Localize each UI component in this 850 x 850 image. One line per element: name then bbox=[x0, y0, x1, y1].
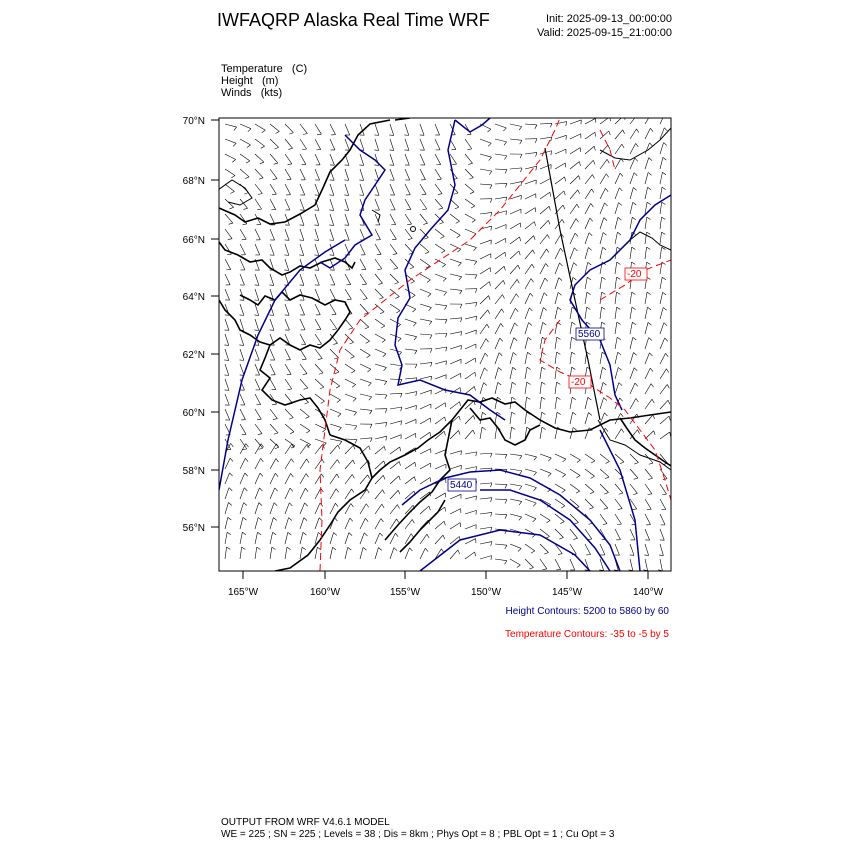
lat-label: 70°N bbox=[182, 116, 205, 127]
lat-axis bbox=[183, 116, 205, 534]
lat-label: 68°N bbox=[182, 176, 205, 187]
lon-label: 145°W bbox=[551, 587, 583, 598]
legend-height: Height (m) bbox=[221, 75, 279, 87]
lat-label: 66°N bbox=[182, 235, 205, 246]
height-contour-info: Height Contours: 5200 to 5860 by 60 bbox=[505, 606, 669, 617]
init-time: Init: 2025-09-13_00:00:00 bbox=[546, 13, 672, 25]
lon-label: 165°W bbox=[227, 587, 259, 598]
contour-labels bbox=[448, 268, 647, 491]
valid-time: Valid: 2025-09-15_21:00:00 bbox=[537, 27, 672, 39]
height-label: 5440 bbox=[450, 480, 473, 491]
model-config: WE = 225 ; SN = 225 ; Levels = 38 ; Dis = 8km ; Phys Opt = 8 ; PBL Opt = 1 ; Cu Opt = 3 bbox=[221, 829, 615, 840]
lat-label: 58°N bbox=[182, 466, 205, 477]
legend-temperature: Temperature (C) bbox=[221, 63, 308, 75]
legend-winds: Winds (kts) bbox=[221, 87, 283, 99]
wind-barbs bbox=[224, 113, 670, 571]
height-label: 5560 bbox=[578, 329, 601, 340]
model-info: OUTPUT FROM WRF V4.6.1 MODEL bbox=[221, 817, 390, 828]
lat-label: 64°N bbox=[182, 292, 205, 303]
lon-label: 140°W bbox=[632, 587, 664, 598]
temperature-contour-info: Temperature Contours: -35 to -5 by 5 bbox=[505, 629, 669, 640]
lon-axis bbox=[228, 587, 664, 598]
lat-label: 56°N bbox=[182, 523, 205, 534]
lon-label: 150°W bbox=[470, 587, 502, 598]
lat-label: 60°N bbox=[182, 408, 205, 419]
lon-label: 160°W bbox=[309, 587, 341, 598]
map-title: IWFAQRP Alaska Real Time WRF bbox=[217, 10, 490, 30]
border-line bbox=[598, 420, 671, 470]
variable-legend bbox=[221, 63, 307, 99]
temperature-label: -20 bbox=[571, 377, 586, 388]
lat-label: 62°N bbox=[182, 350, 205, 361]
lon-label: 155°W bbox=[389, 587, 421, 598]
axis-ticks bbox=[211, 120, 648, 579]
temperature-label: -20 bbox=[627, 269, 642, 280]
run-times bbox=[537, 12, 672, 40]
